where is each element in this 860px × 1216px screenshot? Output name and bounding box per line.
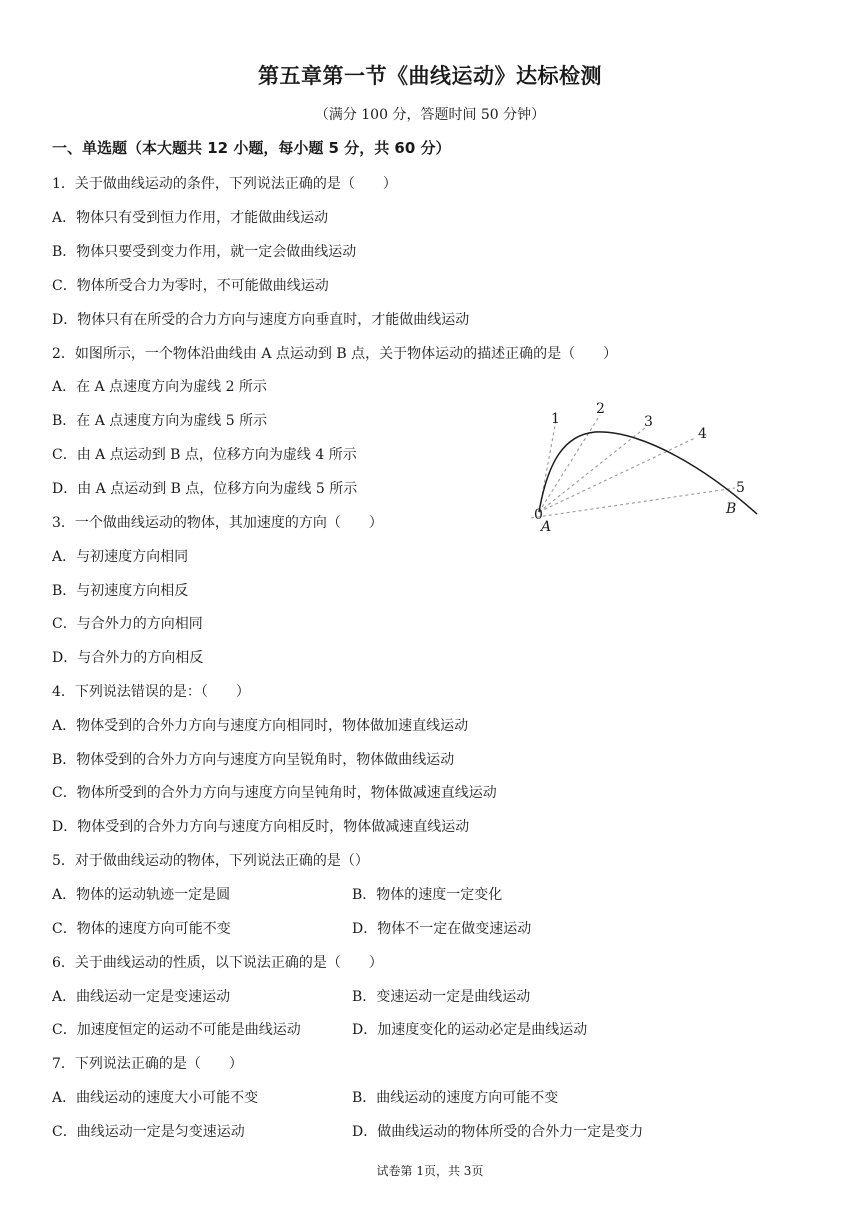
exam-subtitle: （满分 100 分，答题时间 50 分钟） [314, 107, 546, 123]
line-label-3: 3 [644, 414, 653, 430]
question-1-option-d: D．物体只有在所受的合力方向与速度方向垂直时，才能做曲线运动 [52, 312, 470, 328]
line-label-4: 4 [698, 426, 707, 442]
question-3-option-d: D．与合外力的方向相反 [52, 650, 204, 666]
question-4-option-b: B．物体受到的合外力方向与速度方向呈锐角时，物体做曲线运动 [52, 752, 455, 768]
point-label-a: A [541, 519, 552, 535]
line-label-2: 2 [596, 401, 605, 417]
question-2-option-b: B．在 A 点速度方向为虚线 5 所示 [52, 413, 268, 429]
question-3-option-b: B．与初速度方向相反 [52, 583, 189, 599]
question-6-option-b: B．变速运动一定是曲线运动 [352, 989, 531, 1005]
dashed-line-3 [539, 428, 645, 512]
question-3-stem: 3．一个做曲线运动的物体，其加速度的方向（ ） [52, 515, 383, 531]
question-5-option-c: C．物体的速度方向可能不变 [52, 921, 231, 937]
page-footer: 试卷第 1页，共 3页 [376, 1164, 484, 1178]
question-2-option-c: C．由 A 点运动到 B 点，位移方向为虚线 4 所示 [52, 447, 357, 463]
question-6-option-a: A．曲线运动一定是变速运动 [52, 989, 231, 1005]
question-7-option-d: D．做曲线运动的物体所受的合外力一定是变力 [352, 1124, 644, 1140]
question-2-option-a: A．在 A 点速度方向为虚线 2 所示 [52, 379, 267, 395]
question-7-stem: 7．下列说法正确的是（ ） [52, 1056, 243, 1072]
question-6-stem: 6．关于曲线运动的性质，以下说法正确的是（ ） [52, 955, 383, 971]
point-label-b: B [726, 501, 737, 517]
question-7-option-c: C．曲线运动一定是匀变速运动 [52, 1124, 245, 1140]
question-7-option-b: B．曲线运动的速度方向可能不变 [352, 1090, 559, 1106]
question-5-stem: 5．对于做曲线运动的物体，下列说法正确的是（） [52, 853, 369, 869]
line-label-5: 5 [736, 480, 745, 496]
dashed-line-5 [531, 488, 735, 518]
question-3-option-a: A．与初速度方向相同 [52, 549, 189, 565]
section-heading: 一、单选题（本大题共 12 小题，每小题 5 分，共 60 分） [52, 139, 451, 157]
question-1-option-c: C．物体所受合力为零时，不可能做曲线运动 [52, 278, 329, 294]
trajectory-curve [539, 432, 757, 514]
question-6-option-d: D．加速度变化的运动必定是曲线运动 [352, 1022, 588, 1038]
question-3-option-c: C．与合外力的方向相同 [52, 616, 203, 632]
question-5-option-d: D．物体不一定在做变速运动 [352, 921, 532, 937]
question-2-option-d: D．由 A 点运动到 B 点，位移方向为虚线 5 所示 [52, 481, 358, 497]
question-6-option-c: C．加速度恒定的运动不可能是曲线运动 [52, 1022, 301, 1038]
question-1-stem: 1．关于做曲线运动的条件，下列说法正确的是（ ） [52, 176, 397, 192]
origin-mark: 0 [534, 507, 543, 523]
question-7-option-a: A．曲线运动的速度大小可能不变 [52, 1090, 259, 1106]
exam-title: 第五章第一节《曲线运动》达标检测 [258, 64, 602, 88]
question-4-option-d: D．物体受到的合外力方向与速度方向相反时，物体做减速直线运动 [52, 819, 470, 835]
line-label-1: 1 [551, 411, 560, 427]
question-5-option-b: B．物体的速度一定变化 [352, 887, 503, 903]
question-2-stem: 2．如图所示，一个物体沿曲线由 A 点运动到 B 点，关于物体运动的描述正确的是（ ） [52, 346, 618, 362]
curve-motion-figure [520, 400, 770, 540]
question-4-option-a: A．物体受到的合外力方向与速度方向相同时，物体做加速直线运动 [52, 718, 469, 734]
question-4-stem: 4．下列说法错误的是：（ ） [52, 684, 250, 700]
question-1-option-b: B．物体只要受到变力作用，就一定会做曲线运动 [52, 244, 357, 260]
question-1-option-a: A．物体只有受到恒力作用，才能做曲线运动 [52, 210, 329, 226]
question-4-option-c: C．物体所受到的合外力方向与速度方向呈钝角时，物体做减速直线运动 [52, 785, 497, 801]
question-5-option-a: A．物体的运动轨迹一定是圆 [52, 887, 231, 903]
